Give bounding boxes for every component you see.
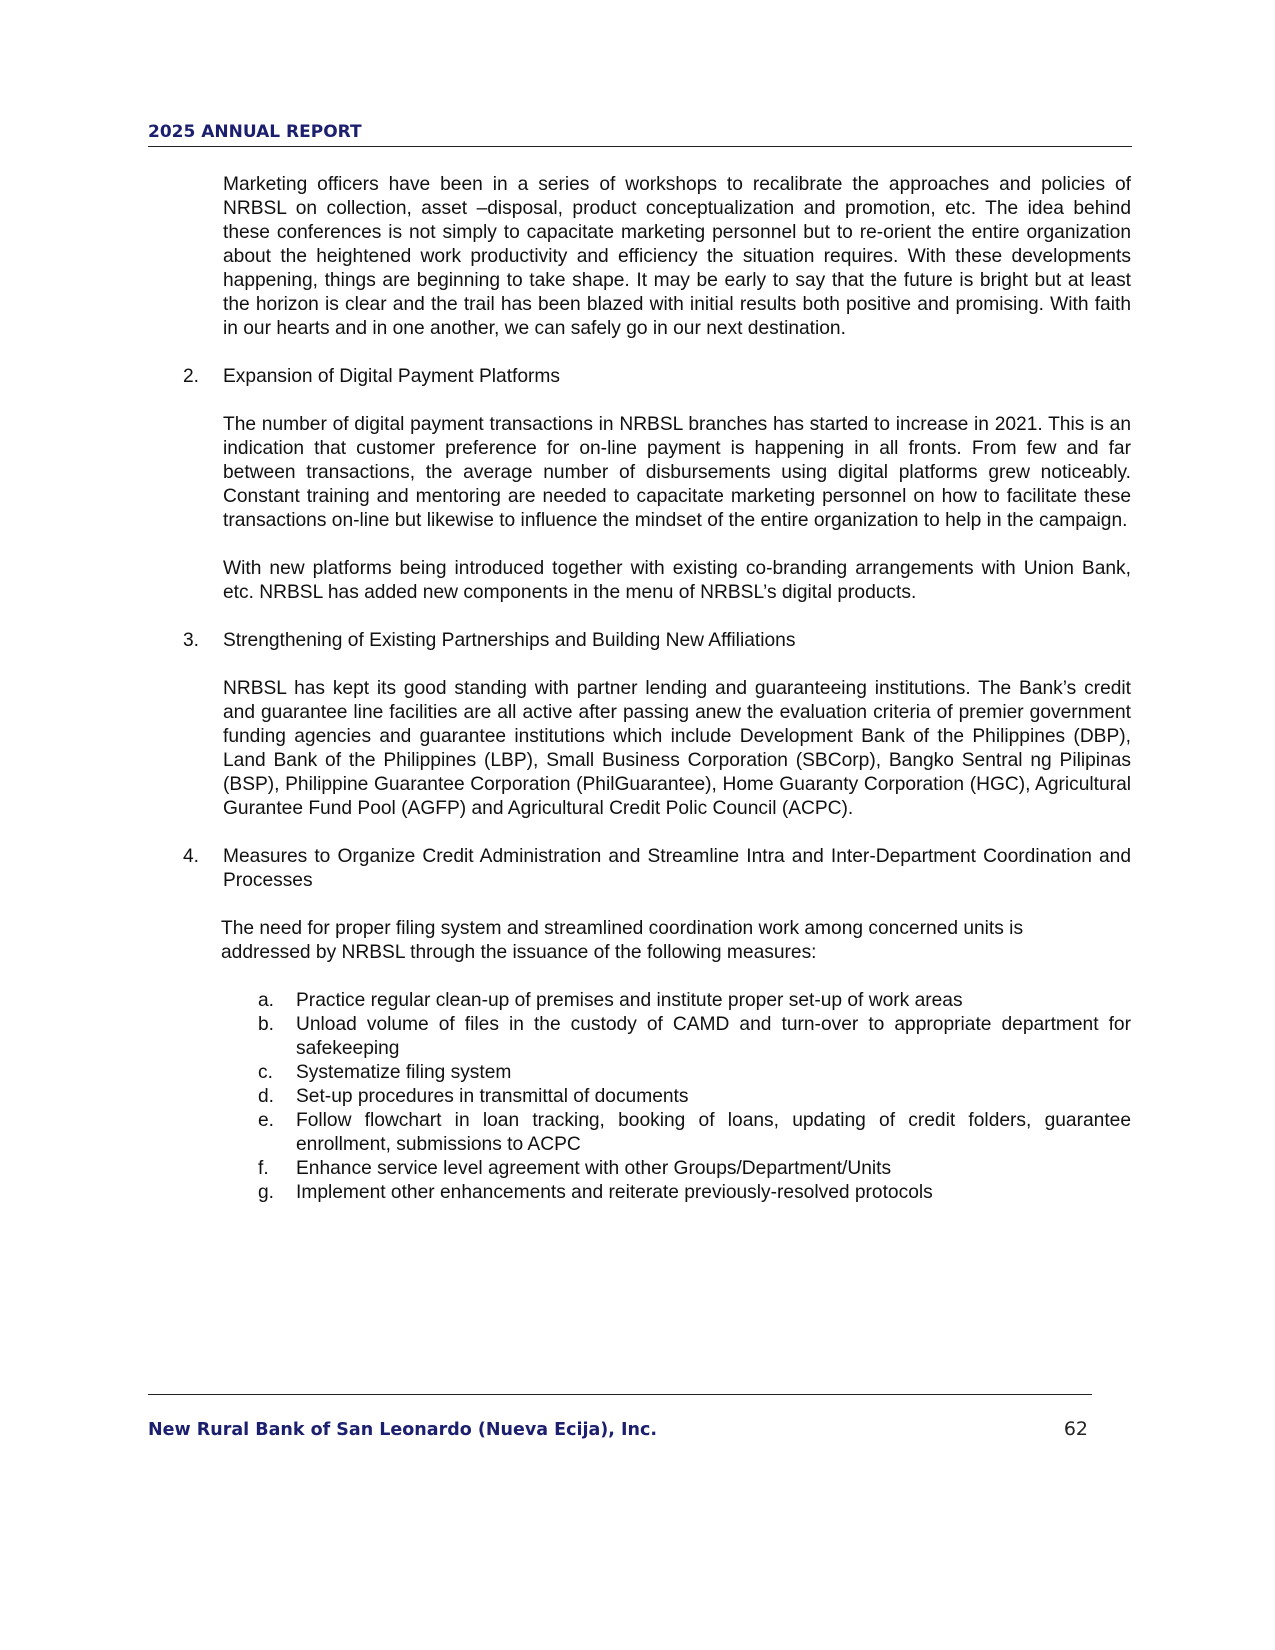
page-number: 62 [1063,1418,1088,1440]
list-item-letter: d. [258,1086,275,1107]
section-number: 3. [183,630,200,651]
list-item [258,989,1131,1013]
list-item-text: Follow flowchart in loan tracking, booking of loans, updating of credit folders, guarantee enrollment, submissions to ACPC [296,1110,1131,1155]
list-item-text: Implement other enhancements and reiterate previously-resolved protocols [296,1182,933,1203]
measures-list [258,989,1131,1205]
section-2-paragraph-2: With new platforms being introduced together with existing co-branding arrangements with Union Bank, etc. NRBSL has added new components in the menu of NRBSL’s digital products. [223,558,1131,603]
section-heading-text: Measures to Organize Credit Administration and Streamline Intra and Inter-Department Coordination and Processes [223,846,1131,891]
section-heading-4 [183,845,1131,893]
list-item [258,1013,1131,1061]
list-item-text: Practice regular clean-up of premises and institute proper set-up of work areas [296,990,963,1011]
list-item-text: Set-up procedures in transmittal of documents [296,1086,689,1107]
section-heading-text: Expansion of Digital Payment Platforms [223,366,560,387]
section-number: 2. [183,366,200,387]
list-item-text: Systematize filing system [296,1062,512,1083]
section-2-paragraph-1: The number of digital payment transactions in NRBSL branches has started to increase in 2021. This is an indication that customer preference for on-line payment is happening in all fronts. From few and far between transactions, the average number of disbursements using digital platforms grew noticeably. Constant training and mentoring are needed to capacitate marketing personnel on how to facilitate these transactions on-line but likewise to influence the mindset of the entire organization to help in the campaign. [223,414,1131,531]
list-item [258,1157,1131,1181]
list-item-letter: e. [258,1110,275,1131]
intro-paragraph: Marketing officers have been in a series of workshops to recalibrate the approaches and policies of NRBSL on collection, asset –disposal, product conceptualization and promotion, etc. The idea behind these conferences is not simply to capacitate marketing personnel but to re-orient the entire organization about the heightened work productivity and efficiency the situation requires. With these developments happening, things are beginning to take shape. It may be early to say that the future is bright but at least the horizon is clear and the trail has been blazed with initial results both positive and promising. With faith in our hearts and in one another, we can safely go in our next destination. [223,174,1131,339]
section-3-paragraph-1: NRBSL has kept its good standing with partner lending and guaranteeing institutions. The Bank’s credit and guarantee line facilities are all active after passing anew the evaluation criteria of premier government funding agencies and guarantee institutions which include Development Bank of the Philippines (DBP), Land Bank of the Philippines (LBP), Small Business Corporation (SBCorp), Bangko Sentral ng Pilipinas (BSP), Philippine Guarantee Corporation (PhilGuarantee), Home Guaranty Corporation (HGC), Agricultural Gurantee Fund Pool (AGFP) and Agricultural Credit Polic Council (ACPC). [223,678,1131,819]
list-item-text: Enhance service level agreement with other Groups/Department/Units [296,1158,892,1179]
section-4-paragraph-1: The need for proper filing system and streamlined coordination work among concerned units is addressed by NRBSL through the issuance of the following measures: [221,918,1024,963]
section-heading-2 [183,365,1131,389]
list-item-letter: b. [258,1014,275,1035]
footer-divider [148,1394,1092,1395]
section-heading-3 [183,629,1131,653]
page-footer [148,1418,1092,1440]
list-item [258,1109,1131,1157]
list-item [258,1061,1131,1085]
list-item-letter: f. [258,1158,269,1179]
report-title: 2025 ANNUAL REPORT [148,122,362,142]
list-item [258,1085,1131,1109]
list-item-letter: g. [258,1182,275,1203]
section-heading-text: Strengthening of Existing Partnerships and Building New Affiliations [223,630,796,651]
list-item [258,1181,1131,1205]
section-number: 4. [183,846,200,867]
page-body [148,173,1131,1205]
bank-name: New Rural Bank of San Leonardo (Nueva Ecija), Inc. [148,1420,657,1440]
page-header [148,122,1132,147]
list-item-letter: c. [258,1062,273,1083]
list-item-letter: a. [258,990,275,1011]
list-item-text: Unload volume of files in the custody of CAMD and turn-over to appropriate department for safekeeping [296,1014,1131,1059]
